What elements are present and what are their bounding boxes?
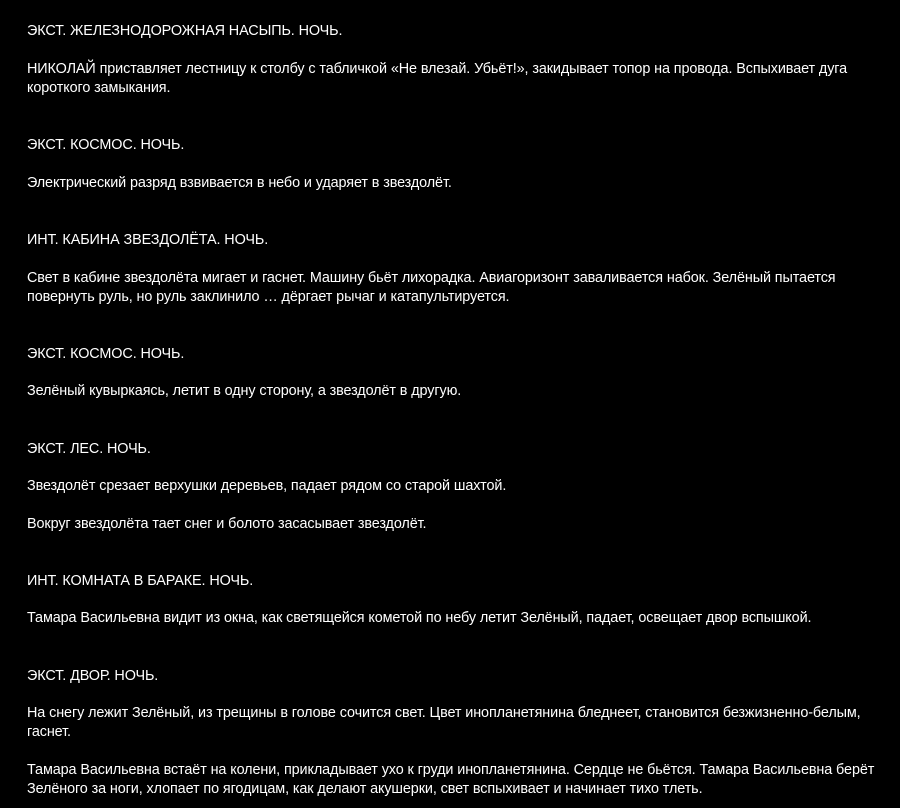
scene-heading: ИНТ. КОМНАТА В БАРАКЕ. НОЧЬ. [27,573,254,589]
scene-heading: ИНТ. КАБИНА ЗВЕЗДОЛЁТА. НОЧЬ. [27,232,269,248]
action-line: повернуть руль, но руль заклинило … дёргает рычаг и катапультируется. [27,289,510,305]
scene-heading: ЭКСТ. КОСМОС. НОЧЬ. [27,137,185,153]
scene-heading: ЭКСТ. КОСМОС. НОЧЬ. [27,346,185,362]
action-line: Звездолёт срезает верхушки деревьев, падает рядом со старой шахтой. [27,478,507,494]
action-line: Зелёный кувыркаясь, летит в одну сторону, а звездолёт в другую. [27,383,462,399]
action-line: Тамара Васильевна встаёт на колени, прикладывает ухо к груди инопланетянина. Сердце не бьётся. Тамара Васильевна берёт [27,762,875,778]
action-line: Свет в кабине звездолёта мигает и гаснет. Машину бьёт лихорадка. Авиагоризонт заваливается набок. Зелёный пытается [27,270,836,286]
action-line: Электрический разряд взвивается в небо и ударяет в звездолёт. [27,175,452,191]
action-line: Зелёного за ноги, хлопает по ягодицам, как делают акушерки, свет вспыхивает и начинает тихо тлеть. [27,781,703,797]
action-line: гаснет. [27,724,71,740]
action-line: На снегу лежит Зелёный, из трещины в голове сочится свет. Цвет инопланетянина бледнеет, становится безжизненно-белым, [27,705,861,721]
scene-heading: ЭКСТ. ЛЕС. НОЧЬ. [27,441,151,457]
scene-heading: ЭКСТ. ЖЕЛЕЗНОДОРОЖНАЯ НАСЫПЬ. НОЧЬ. [27,23,343,39]
action-line: Тамара Васильевна видит из окна, как светящейся кометой по небу летит Зелёный, падает, освещает двор вспышкой. [27,610,812,626]
screenplay-page [27,0,893,808]
action-line: Вокруг звездолёта тает снег и болото засасывает звездолёт. [27,516,427,532]
scene-heading: ЭКСТ. ДВОР. НОЧЬ. [27,668,159,684]
action-line: короткого замыкания. [27,80,171,96]
action-line: НИКОЛАЙ приставляет лестницу к столбу с табличкой «Не влезай. Убьёт!», закидывает топор на провода. Вспыхивает дуга [27,61,848,77]
